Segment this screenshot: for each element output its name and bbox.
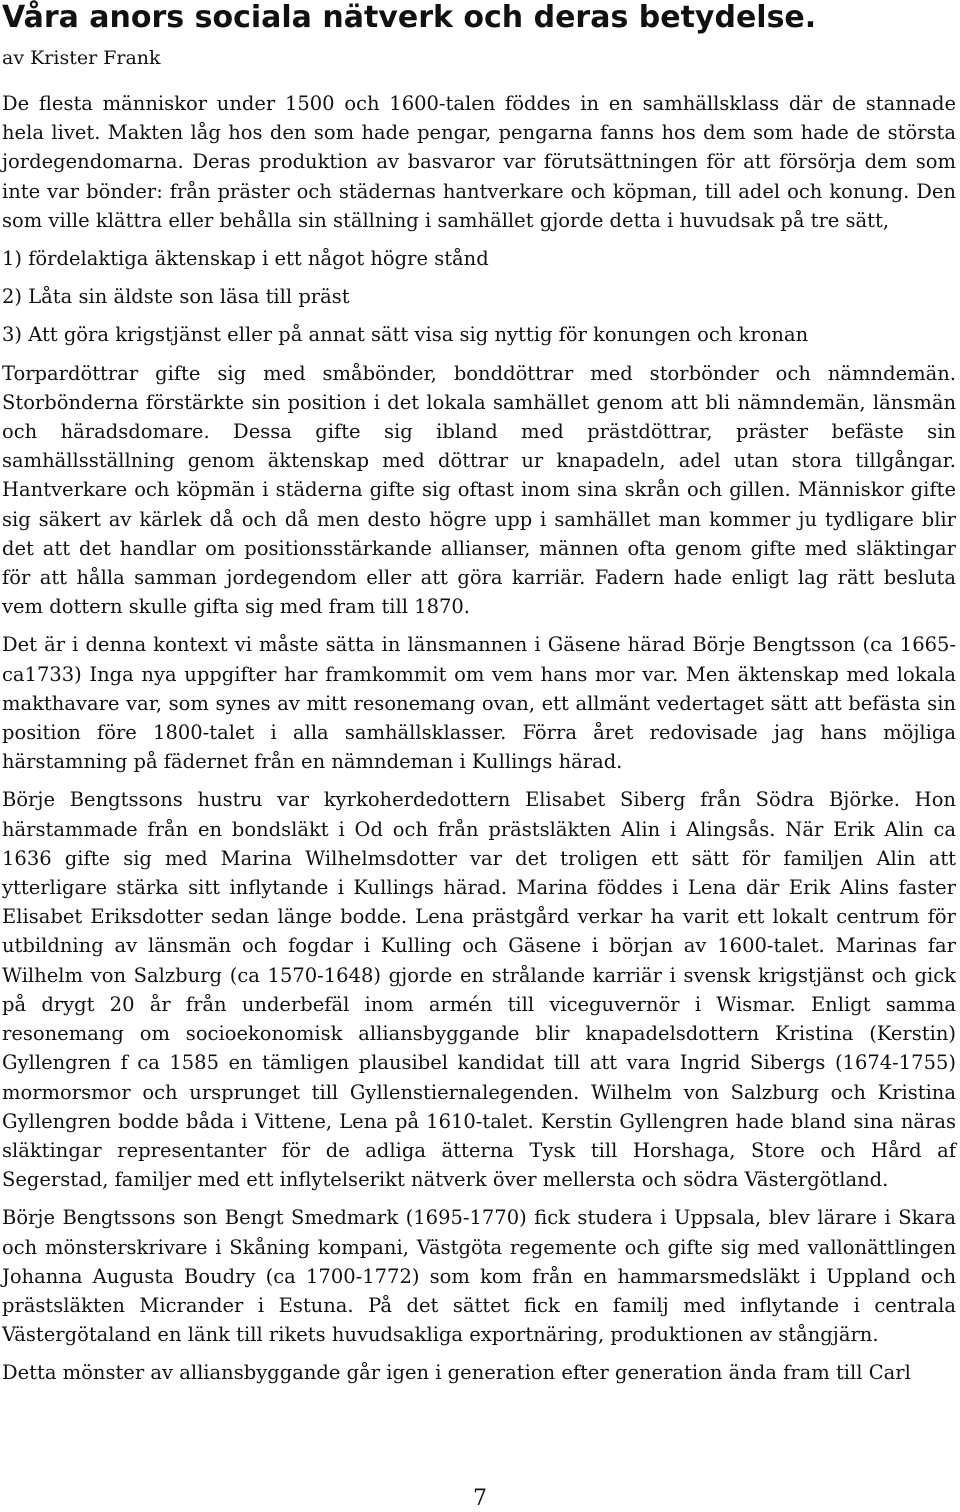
paragraph-intro: De flesta människor under 1500 och 1600-talen föddes in en samhällsklass där de stannade hela livet. Makten låg hos den som hade pengar, pengarna fanns hos dem som hade de största jordegendomarna. Deras produktion av basvaror var förutsättningen för att försörja dem som inte var bönder: från präster och städernas hantverkare och köpman, till adel och konung. Den som ville klättra eller behålla sin ställning i samhället gjorde detta i huvudsak på tre sätt, xyxy=(2,92,956,232)
list-item-2: 2) Låta sin äldste son läsa till präst xyxy=(2,285,350,309)
document-title: Våra anors sociala nätverk och deras betydelse. xyxy=(2,0,817,35)
paragraph-pattern: Detta mönster av alliansbyggande går igen i generation efter generation ända fram till Carl xyxy=(2,1361,911,1385)
list-item-3: 3) Att göra krigstjänst eller på annat sätt visa sig nyttig för konungen och kronan xyxy=(2,323,809,347)
document-body xyxy=(2,89,956,1388)
paragraph-marriage-patterns: Torpardöttrar gifte sig med småbönder, bonddöttrar med storbönder och nämndemän. Storbönderna förstärkte sin position i det lokala samhället genom att bli nämndemän, länsmän och häradsdomare. Dessa gifte sig ibland med prästdöttrar, präster befäste sin samhällsställning genom äktenskap med döttrar ur knapadeln, adel utan stora tillgångar. Hantverkare och köpmän i städerna gifte sig oftast inom sina skrån och gillen. Människor gifte sig säkert av kärlek då och då men desto högre upp i samhället man kommer ju tydligare blir det att det handlar om positionsstärkande allianser, männen ofta genom gifte med släktingar för att hålla samman jordegendom eller att göra karriär. Fadern hade enligt lag rätt besluta vem dottern skulle gifta sig med fram till 1870. xyxy=(2,361,956,619)
list-item-1: 1) fördelaktiga äktenskap i ett något högre stånd xyxy=(2,247,489,271)
author-byline: av Krister Frank xyxy=(2,47,161,69)
paragraph-borje-wife: Börje Bengtssons hustru var kyrkoherdedottern Elisabet Siberg från Södra Björke. Hon härstammade från en bondsläkt i Od och från prästsläkten Alin i Alingsås. När Erik Alin ca 1636 gifte sig med Marina Wilhelmsdotter var det troligen ett sätt för familjen Alin att ytterligare stärka sitt inflytande i Kullings härad. Marina föddes i Lena där Erik Alins faster Elisabet Eriksdotter sedan länge bodde. Lena prästgård verkar ha varit ett lokalt centrum för utbildning av länsmän och fogdar i Kulling och Gäsene i början av 1600-talet. Marinas far Wilhelm von Salzburg (ca 1570-1648) gjorde en strålande karriär i svensk krigstjänst och gick på drygt 20 år från underbefäl inom armén till viceguvernör i Wismar. Enligt samma resonemang om socioekonomisk alliansbyggande blir knapadelsdottern Kristina (Kerstin) Gyllengren f ca 1585 en tämligen plausibel kandidat till att vara Ingrid Sibergs (1674-1755) mormorsmor och ursprunget till Gyllenstiernalegenden. Wilhelm von Salzburg och Kristina Gyllengren bodde båda i Vittene, Lena på 1610-talet. Kerstin Gyllengren hade bland sina näras släktingar representanter för de adliga ätterna Tysk till Horshaga, Store och Hård af Segerstad, familjer med ett inflytelserikt nätverk över mellersta och södra Västergötland. xyxy=(2,788,956,1192)
document-page xyxy=(2,0,956,1397)
paragraph-context: Det är i denna kontext vi måste sätta in länsmannen i Gäsene härad Börje Bengtsson (ca 1665-ca1733) Inga nya uppgifter har framkommit om vem hans mor var. Men äktenskap med lokala makthavare var, som synes av mitt resonemang ovan, ett allmänt vedertaget sätt att befästa sin position före 1800-talet i alla samhällsklasser. Förra året redovisade jag hans möjliga härstamning på fädernet från en nämndeman i Kullings härad. xyxy=(2,633,956,774)
paragraph-borje-son: Börje Bengtssons son Bengt Smedmark (1695-1770) fick studera i Uppsala, blev lärare i Skara och mönsterskrivare i Skåning kompani, Västgöta regemente och gifte sig med vallonättlingen Johanna Augusta Boudry (ca 1700-1772) som kom från en hammarsmedsläkt i Uppland och prästsläkten Micrander i Estuna. På det sättet fick en familj med inflytande i centrala Västergötaland en länk till rikets huvudsakliga exportnäring, produktionen av stångjärn. xyxy=(2,1206,956,1347)
page-number: 7 xyxy=(473,1486,487,1511)
